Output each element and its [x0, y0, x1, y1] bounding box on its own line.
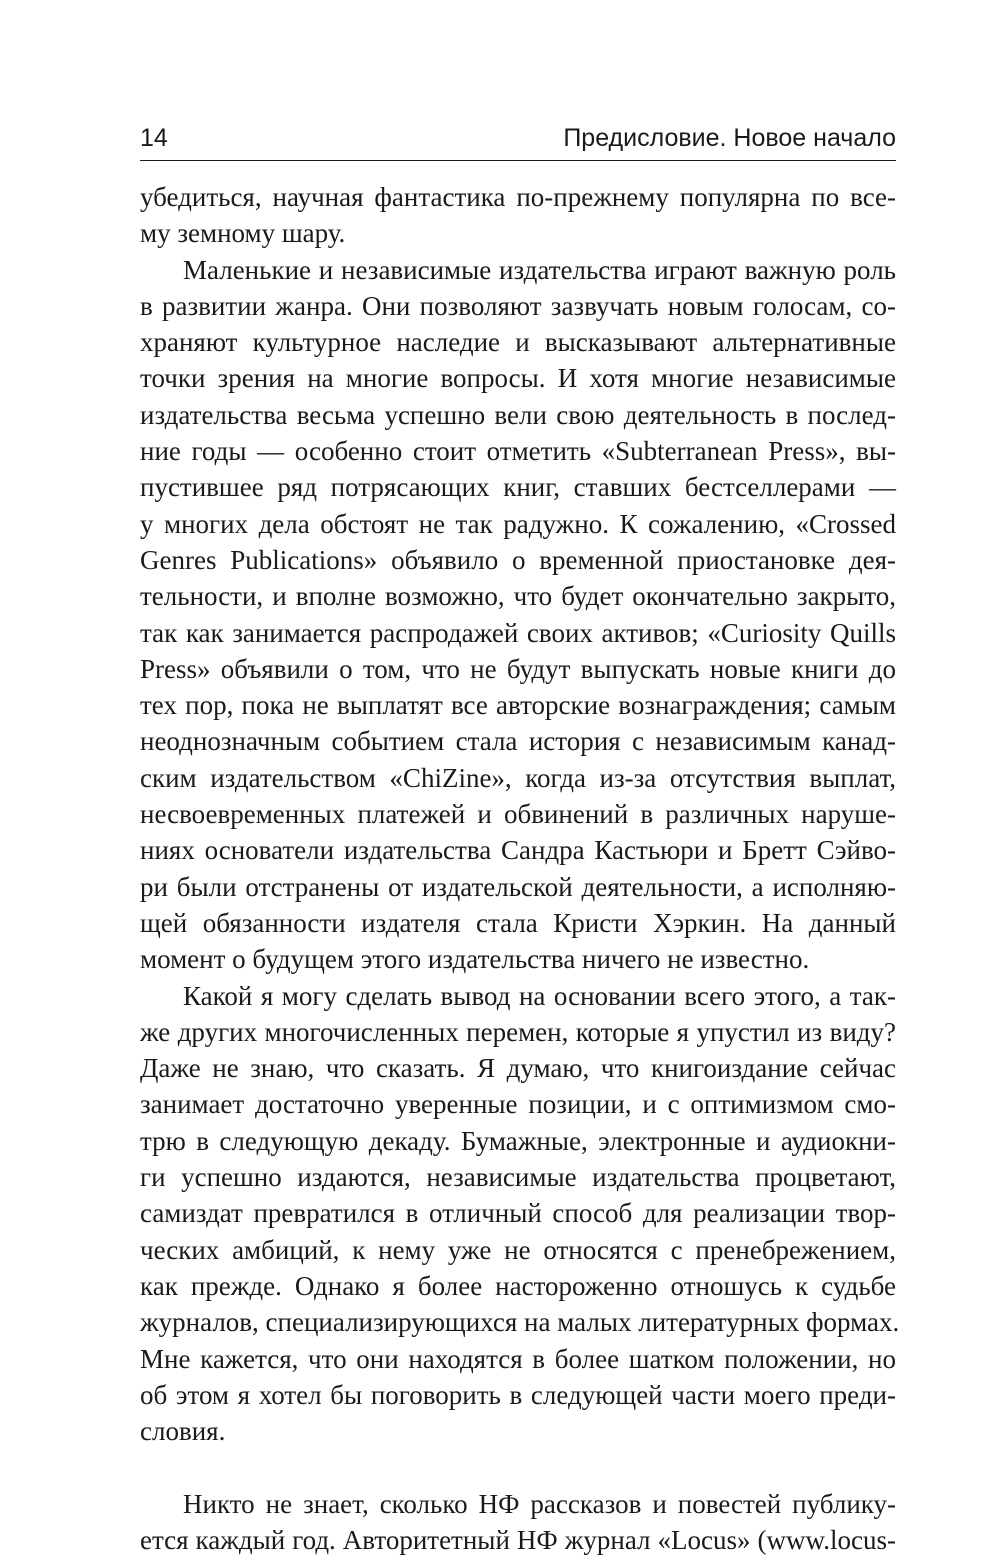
text-line: ги успешно издаются, независимые издательства процветают,: [140, 1162, 896, 1193]
text-line: самиздат превратился в отличный способ для реализации твор-: [140, 1198, 896, 1229]
text-line: Маленькие и независимые издательства играют важную роль: [183, 254, 896, 285]
text-line: Какой я могу сделать вывод на основании всего этого, а так-: [183, 980, 896, 1011]
section-break: [140, 1449, 896, 1485]
text-line: несвоевременных платежей и обвинений в различных наруше-: [140, 799, 896, 830]
text-line: неоднозначным событием стала история с независимым канад-: [140, 726, 896, 757]
text-line: у многих дела обстоят не так радужно. К сожалению, «Crossed: [140, 508, 896, 539]
text-line: пустившее ряд потрясающих книг, ставших бестселлерами —: [140, 472, 896, 503]
body-text: [140, 179, 900, 1558]
paragraph: [140, 1486, 896, 1558]
text-line: трю в следующую декаду. Бумажные, электронные и аудиокни-: [140, 1125, 896, 1156]
text-line: ским издательством «ChiZine», когда из-за отсутствия выплат,: [140, 762, 896, 793]
text-line: тельности, и вполне возможно, что будет окончательно закрыто,: [140, 581, 896, 612]
text-line: точки зрения на многие вопросы. И хотя многие независимые: [140, 363, 896, 394]
paragraph: [140, 252, 896, 978]
text-line: как прежде. Однако я более настороженно отношусь к судьбе: [140, 1270, 896, 1301]
text-line: тех пор, пока не выплатят все авторские вознаграждения; самым: [140, 690, 896, 721]
paragraph: [140, 179, 896, 252]
text-line: Genres Publications» объявило о временной приостановке дея-: [140, 544, 896, 575]
text-line: же других многочисленных перемен, которые я упустил из виду?: [140, 1016, 896, 1047]
text-line: словия.: [140, 1416, 226, 1447]
text-line: убедиться, научная фантастика по-прежнему популярна по все-: [140, 182, 896, 212]
text-line: щей обязанности издателя стала Кристи Хэркин. На данный: [140, 907, 896, 938]
text-line: ческих амбиций, к нему уже не относятся с пренебрежением,: [140, 1234, 896, 1265]
section-title: Предисловие. Новое начало: [563, 124, 896, 152]
text-line: ние годы — особенно стоит отметить «Subterranean Press», вы-: [140, 436, 896, 467]
text-line: Даже не знаю, что сказать. Я думаю, что книгоиздание сейчас: [140, 1053, 896, 1084]
text-line: Press» объявили о том, что не будут выпускать новые книги до: [140, 653, 896, 684]
text-line: ри были отстранены от издательской деятельности, а исполняю-: [140, 871, 896, 902]
book-page: [140, 120, 900, 1558]
text-line: ется каждый год. Авторитетный НФ журнал «Locus» (www.locus-: [140, 1524, 896, 1555]
page-number: 14: [140, 124, 168, 152]
text-line: об этом я хотел бы поговорить в следующей части моего преди-: [140, 1379, 896, 1410]
text-line: момент о будущем этого издательства ничего не известно.: [140, 944, 810, 975]
text-line: храняют культурное наследие и высказывают альтернативные: [140, 327, 896, 358]
text-line: Мне кажется, что они находятся в более шатком положении, но: [140, 1343, 896, 1374]
text-line: занимает достаточно уверенные позиции, и с оптимизмом смо-: [140, 1089, 896, 1120]
text-line: Никто не знает, сколько НФ рассказов и повестей публику-: [183, 1488, 896, 1519]
text-line: му земному шару.: [140, 218, 346, 249]
text-line: так как занимается распродажей своих активов; «Curiosity Quills: [140, 617, 896, 648]
text-line: ниях основатели издательства Сандра Кастьюри и Бретт Сэйво-: [140, 835, 896, 866]
text-line: в развитии жанра. Они позволяют зазвучать новым голосам, со-: [140, 290, 896, 321]
running-head: [140, 120, 896, 161]
text-line: журналов, специализирующихся на малых литературных формах.: [140, 1307, 900, 1338]
paragraph: [140, 978, 900, 1450]
text-line: издательства весьма успешно вели свою деятельность в послед-: [140, 399, 896, 430]
